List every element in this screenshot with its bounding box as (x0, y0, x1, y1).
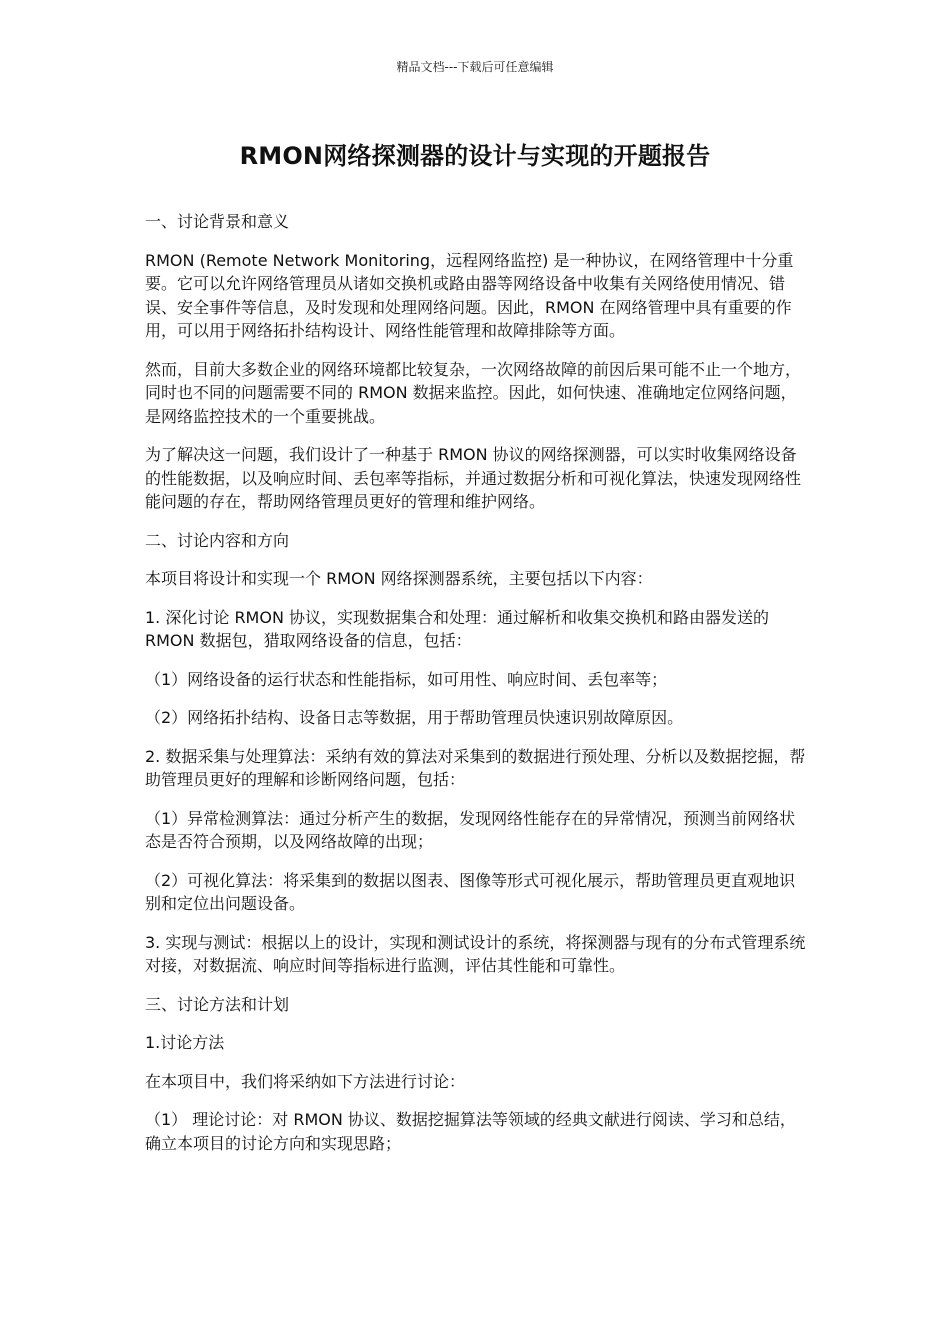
list-item-2-sub-1: （1）异常检测算法：通过分析产生的数据，发现网络性能存在的异常情况，预测当前网络状态是否符合预期，以及网络故障的出现； (145, 808, 796, 851)
section-heading-background: 一、讨论背景和意义 (145, 212, 290, 231)
paragraph-rmon-intro: RMON (Remote Network Monitoring，远程网络监控) 是一种协议，在网络管理中十分重要。它可以允许网络管理员从诸如交换机或路由器等网络设备中收集有关网络使用情况、错误、安全事件等信息，及时发现和处理网络问题。因此，RMON 在网络管理中具有重要的作用，可以用于网络拓扑结构设计、网络性能管理和故障排除等方面。 (145, 250, 794, 340)
list-item-2: 2. 数据采集与处理算法：采纳有效的算法对采集到的数据进行预处理、分析以及数据挖掘，帮助管理员更好的理解和诊断网络问题，包括： (145, 746, 806, 789)
section-heading-content: 二、讨论内容和方向 (145, 530, 290, 550)
document-body (145, 210, 810, 1170)
header-note: 精品文档---下载后可任意编辑 (396, 60, 554, 74)
document-title: RMON网络探测器的设计与实现的开题报告 (239, 142, 711, 170)
paragraph-network-complexity: 然而，目前大多数企业的网络环境都比较复杂，一次网络故障的前因后果可能不止一个地方，同时也不同的问题需要不同的 RMON 数据来监控。因此，如何快速、准确地定位网络问题，是网络监控技术的一个重要挑战。 (145, 359, 802, 426)
method-item-1: （1） 理论讨论：对 RMON 协议、数据挖掘算法等领域的经典文献进行阅读、学习和总结，确立本项目的讨论方向和实现思路； (145, 1110, 796, 1153)
subheading-method: 1.讨论方法 (145, 1033, 225, 1052)
list-item-2-sub-2: （2）可视化算法：将采集到的数据以图表、图像等形式可视化展示，帮助管理员更直观地识别和定位出问题设备。 (145, 870, 796, 913)
paragraph-proposed-probe: 为了解决这一问题，我们设计了一种基于 RMON 协议的网络探测器，可以实时收集网络设备的性能数据，以及响应时间、丢包率等指标，并通过数据分析和可视化算法，快速发现网络性能问题的存在，帮助网络管理员更好的管理和维护网络。 (145, 445, 802, 511)
paragraph-content-intro: 本项目将设计和实现一个 RMON 网络探测器系统，主要包括以下内容： (145, 569, 653, 588)
section-heading-method: 三、讨论方法和计划 (145, 994, 290, 1014)
list-item-1-sub-2: （2）网络拓扑结构、设备日志等数据，用于帮助管理员快速识别故障原因。 (145, 708, 684, 727)
paragraph-method-intro: 在本项目中，我们将采纳如下方法进行讨论： (145, 1071, 466, 1091)
list-item-1-sub-1: （1）网络设备的运行状态和性能指标，如可用性、响应时间、丢包率等； (145, 669, 668, 689)
list-item-1: 1. 深化讨论 RMON 协议，实现数据集合和处理：通过解析和收集交换机和路由器发送的 RMON 数据包，猎取网络设备的信息，包括： (145, 607, 770, 650)
list-item-3: 3. 实现与测试：根据以上的设计，实现和测试设计的系统，将探测器与现有的分布式管理系统对接，对数据流、响应时间等指标进行监测，评估其性能和可靠性。 (145, 932, 806, 975)
